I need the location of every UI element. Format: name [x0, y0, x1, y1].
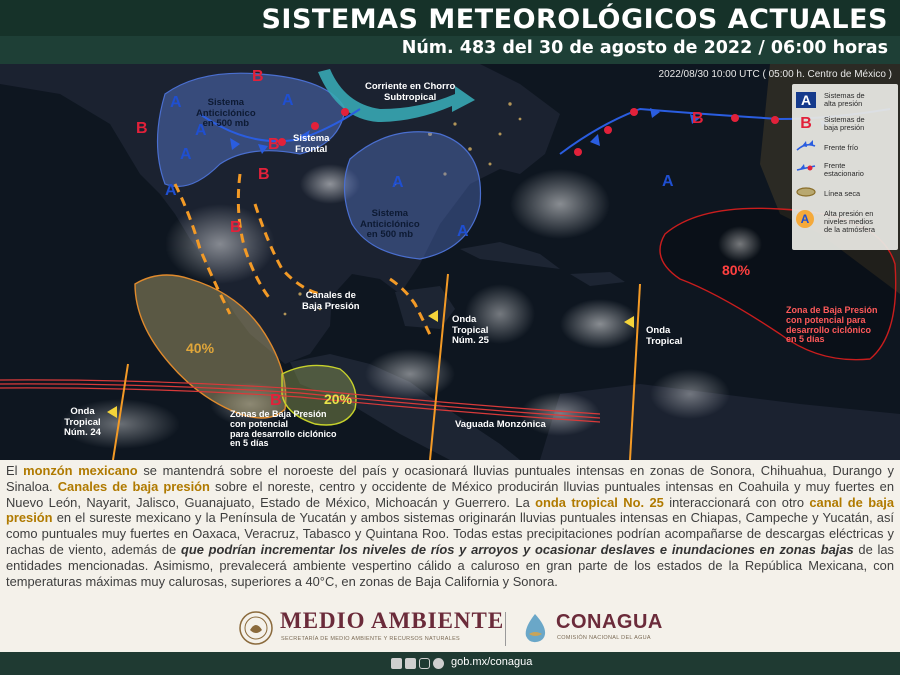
- legend-item-cold-front: Frente frío: [796, 138, 896, 158]
- high-pressure-marker: A: [170, 94, 182, 111]
- high-pressure-marker: A: [282, 92, 294, 109]
- stationary-front-icon: [796, 160, 816, 176]
- low-pressure-marker: B: [270, 392, 282, 409]
- high-pressure-marker: A: [195, 122, 207, 139]
- desc-highlight: canal de baja presión: [6, 494, 894, 526]
- high-pressure-marker: A: [392, 174, 404, 191]
- label-subtropical-jet: Corriente en Chorro Subtropical: [365, 81, 456, 103]
- footer-bar: [0, 652, 900, 675]
- desc-highlight: Canales de baja presión: [57, 478, 210, 494]
- bulletin-number-date: Núm. 483 del 30 de agosto de 2022 / 06:00 horas: [401, 38, 888, 58]
- low-pressure-marker: B: [258, 166, 270, 183]
- low-pressure-marker: B: [252, 68, 264, 85]
- label-monsoon-trough: Vaguada Monzónica: [455, 419, 546, 430]
- probability-pacific-20: 20%: [324, 391, 353, 407]
- high-pressure-marker: A: [165, 182, 177, 199]
- youtube-icon[interactable]: [433, 658, 444, 669]
- high-pressure-marker: A: [457, 223, 469, 240]
- probability-atlantic-80: 80%: [722, 262, 751, 278]
- probability-pacific-40: 40%: [186, 340, 215, 356]
- high-pressure-icon: A: [796, 92, 816, 108]
- instagram-icon[interactable]: [419, 658, 430, 669]
- low-pressure-marker: B: [692, 110, 704, 127]
- logo-divider: [505, 612, 506, 646]
- footer-website-link[interactable]: gob.mx/conagua: [451, 656, 533, 668]
- desc-text: sobre el noreste, centro y occidente de México producirán lluvias puntuales intensas en Coahuila y muy fuertes en Nuevo León, Nayarit, Jalisco, Guanajuato, Estado de México, Michoacán y Guerrero. La: [6, 478, 894, 510]
- legend-item-low-pressure: B Sistemas de baja presión: [796, 114, 896, 134]
- desc-text: El: [6, 463, 24, 478]
- map-legend: [792, 84, 898, 250]
- desc-text: en el sureste mexicano y la Península de Yucatán y ambos sistemas originarán lluvias puntuales intensas en Chiapas, Campeche y Yucatán, así como puntuales muy fuertes en Oaxaca, Veracruz, Tabasco y Quintana Roo. Todas estas precipitaciones podrían acompañarse de descargas eléctricas y rachas de viento, además de: [6, 510, 894, 557]
- desc-highlight: onda tropical No. 25: [535, 494, 664, 510]
- label-tropical-wave-24: Onda Tropical Núm. 24: [64, 406, 101, 438]
- desc-text: se mantendrá sobre el noroeste del país y ocasionará lluvias puntuales intensas en zonas de Sonora, Chihuahua, Durango y Sinaloa.: [6, 463, 894, 494]
- legend-item-mid-level-high: A Alta presión en niveles medios de la atmósfera: [796, 208, 896, 242]
- label-anticyclone-gulf: Sistema Anticiclónico en 500 mb: [360, 208, 420, 240]
- satellite-timestamp: 2022/08/30 10:00 UTC ( 05:00 h. Centro de México ): [658, 69, 892, 80]
- label-pacific-low-zone: Zonas de Baja Presión con potencial para desarrollo ciclónico en 5 días: [230, 409, 337, 449]
- low-pressure-icon: B: [800, 115, 812, 132]
- dry-line-icon: [796, 184, 816, 200]
- label-anticyclone-west: Sistema Anticiclónico en 500 mb: [196, 97, 256, 129]
- mexico-seal-icon: [238, 610, 274, 646]
- desc-text: interaccionará con otro: [663, 494, 810, 510]
- label-atlantic-low-zone: Zona de Baja Presión con potencial para desarrollo ciclónico en 5 días: [786, 305, 878, 345]
- forecast-description: [6, 463, 894, 605]
- low-pressure-marker: B: [268, 136, 280, 153]
- header-banner: [0, 0, 900, 64]
- conagua-logo-title: CONAGUA: [556, 611, 663, 633]
- satellite-weather-map: [0, 64, 900, 460]
- map-graphics: [0, 64, 900, 460]
- cold-front-icon: [796, 138, 816, 154]
- label-tropical-wave-25: Onda Tropical Núm. 25: [452, 314, 489, 346]
- label-low-pressure-troughs: Canales de Baja Presión: [302, 290, 360, 312]
- desc-highlight: monzón mexicano: [23, 463, 138, 478]
- high-pressure-marker: A: [662, 173, 674, 190]
- conagua-drop-icon: [520, 612, 550, 644]
- semarnat-logo-title: MEDIO AMBIENTE: [280, 608, 505, 633]
- legend-item-stationary-front: Frente estacionario: [796, 160, 896, 180]
- low-pressure-marker: B: [230, 219, 242, 236]
- high-pressure-marker: A: [180, 146, 192, 163]
- label-frontal-system: Sistema Frontal: [293, 133, 330, 155]
- semarnat-logo-subtitle: SECRETARÍA DE MEDIO AMBIENTE Y RECURSOS NATURALES: [281, 636, 461, 642]
- low-pressure-marker: B: [136, 120, 148, 137]
- legend-item-dry-line: Línea seca: [796, 184, 896, 204]
- desc-text: de las entidades mencionadas. Asimismo, prevalecerá ambiente vespertino cálido a caluroso en gran parte de los estados de la República Mexicana, con temperaturas máximas muy calurosas, superiores a 40°C, en zonas de Baja California y Sonora.: [6, 541, 894, 589]
- page-title: SISTEMAS METEOROLÓGICOS ACTUALES: [261, 4, 888, 35]
- institution-logos: [0, 606, 900, 652]
- legend-item-high-pressure: A Sistemas de alta presión: [796, 90, 896, 110]
- label-tropical-wave-east: Onda Tropical: [646, 325, 683, 347]
- twitter-icon[interactable]: [405, 658, 416, 669]
- conagua-logo-subtitle: COMISIÓN NACIONAL DEL AGUA: [557, 635, 651, 641]
- high-pressure-mid-level-icon: A: [796, 210, 814, 228]
- facebook-icon[interactable]: [391, 658, 402, 669]
- desc-emphasis: que podrían incrementar los niveles de ríos y arroyos y ocasionar deslaves e inundaciones en zonas bajas: [180, 541, 854, 557]
